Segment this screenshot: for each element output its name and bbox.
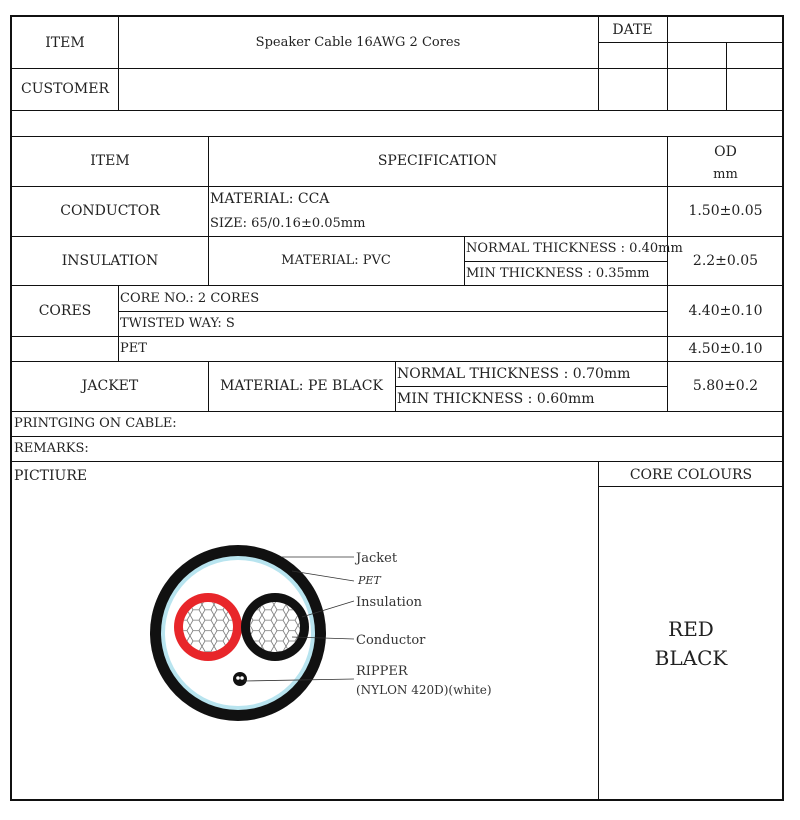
conductor-label: CONDUCTOR <box>60 203 160 219</box>
od-unit: mm <box>713 166 738 182</box>
jacket-normal-thickness: NORMAL THICKNESS : 0.70mm <box>397 365 631 382</box>
specification-header: SPECIFICATION <box>377 153 498 169</box>
red-core-strands <box>183 602 233 652</box>
core-colour-black: BLACK <box>654 646 728 670</box>
item-label: ITEM <box>45 34 85 51</box>
spec-sheet <box>10 15 784 801</box>
cores-label: CORES <box>38 302 92 319</box>
black-core-strands <box>250 602 300 652</box>
cores-core-no: CORE NO.: 2 CORES <box>120 290 260 306</box>
customer-label: CUSTOMER <box>20 81 109 97</box>
jacket-min-thickness: MIN THICKNESS : 0.60mm <box>397 390 595 407</box>
insulation-normal-thickness: NORMAL THICKNESS : 0.40mm <box>466 241 683 256</box>
conductor-material: MATERIAL: CCA <box>210 190 330 207</box>
cores-twisted-way: TWISTED WAY: S <box>120 316 235 331</box>
cores-od: 4.40±0.10 <box>688 302 763 319</box>
callout-conductor: Conductor <box>356 633 426 648</box>
picture-label: PICTIURE <box>14 468 88 484</box>
remarks-label: REMARKS: <box>14 441 89 456</box>
insulation-min-thickness: MIN THICKNESS : 0.35mm <box>466 265 650 281</box>
item-value: Speaker Cable 16AWG 2 Cores <box>255 35 461 50</box>
conductor-size: SIZE: 65/0.16±0.05mm <box>210 216 366 231</box>
insulation-material: MATERIAL: PVC <box>281 253 391 268</box>
ripper-cord <box>233 672 247 686</box>
insulation-od: 2.2±0.05 <box>692 252 759 269</box>
od-header: OD <box>714 144 737 160</box>
callout-pet: PET <box>358 574 381 587</box>
jacket-label: JACKET <box>81 378 139 394</box>
core-colour-red: RED <box>668 617 714 641</box>
callout-ripper: RIPPER <box>356 664 408 679</box>
date-label: DATE <box>612 21 653 38</box>
jacket-material: MATERIAL: PE BLACK <box>220 378 383 394</box>
core-colours-label: CORE COLOURS <box>629 467 753 483</box>
callout-insulation: Insulation <box>356 595 423 610</box>
callout-jacket: Jacket <box>356 551 398 566</box>
spec-item-header: ITEM <box>90 153 130 169</box>
insulation-label: INSULATION <box>61 252 159 269</box>
printing-label: PRINTGING ON CABLE: <box>14 416 177 431</box>
callout-ripper-detail: (NYLON 420D)(white) <box>356 683 492 697</box>
pet-od: 4.50±0.10 <box>688 340 763 357</box>
conductor-od: 1.50±0.05 <box>688 203 763 219</box>
cable-cross-section <box>142 537 492 727</box>
jacket-od: 5.80±0.2 <box>692 378 759 394</box>
pet-label: PET <box>120 341 147 356</box>
